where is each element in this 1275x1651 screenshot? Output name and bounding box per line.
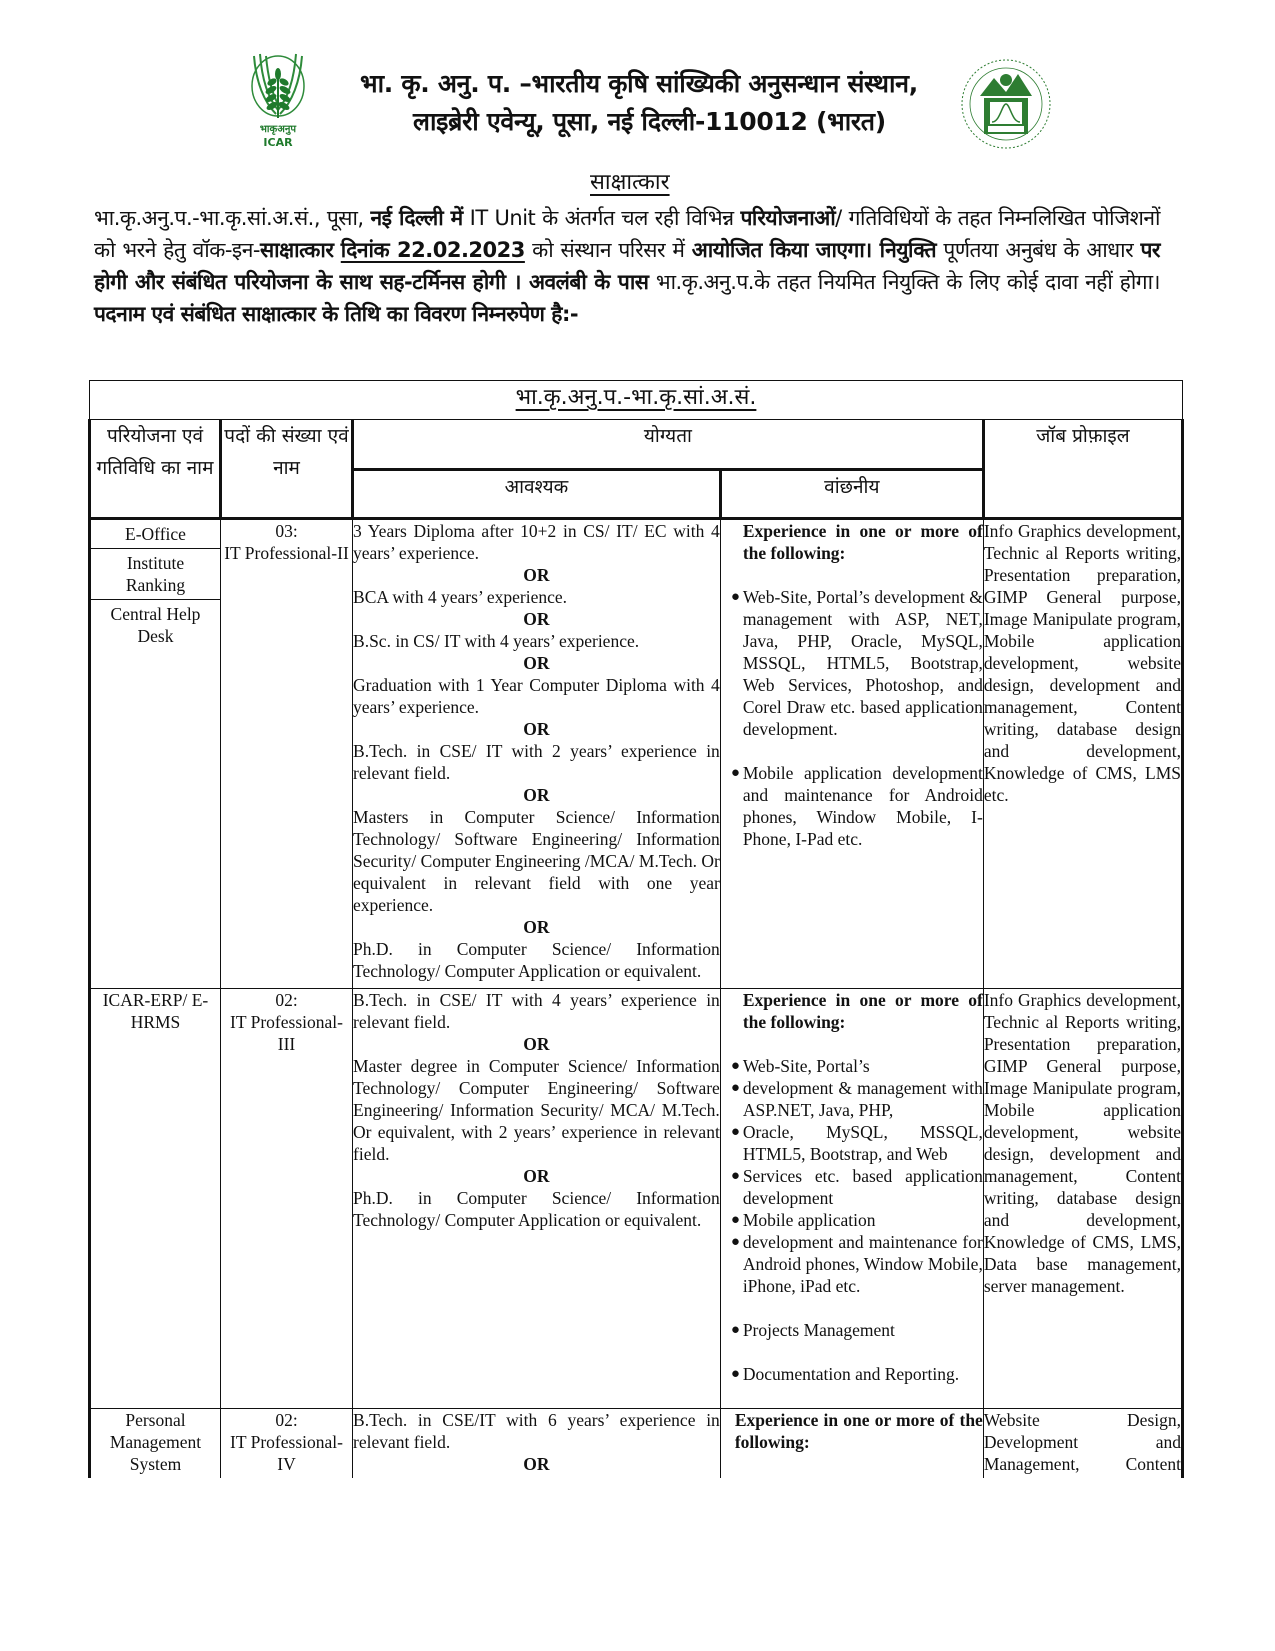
- header-job-profile: जॉब प्रोफ़ाइल: [983, 420, 1182, 519]
- essential-cell: [353, 519, 721, 989]
- intro-bold: पर होगी और संबंधित परियोजना के साथ सह-टर्मिनस होगी । अवलंबी के पास: [94, 238, 1161, 294]
- header-project: परियोजना एवं गतिविधि का नाम: [90, 420, 221, 519]
- interview-date: दिनांक 22.02.2023: [340, 238, 525, 262]
- desirable-item: [730, 1121, 983, 1165]
- bullet-icon: ●: [730, 1168, 740, 1184]
- desirable-text: development and maintenance for Android phones, Window Mobile, iPhone, iPad etc.: [742, 1232, 983, 1296]
- or-separator: OR: [523, 1454, 550, 1474]
- intro-bold: परियोजनाओं: [740, 206, 836, 230]
- desirable-list: [730, 1055, 983, 1385]
- positions-table: [88, 380, 1184, 1499]
- bullet-icon: ●: [730, 1212, 740, 1228]
- desirable-item: [730, 1165, 983, 1209]
- posts-name: IT Professional-III: [230, 1012, 343, 1054]
- desirable-text: Web-Site, Portal’s: [742, 1056, 870, 1076]
- desirable-text: Mobile application: [742, 1210, 876, 1230]
- essential-option: 3 Years Diploma after 10+2 in CS/ IT/ EC with 4 years’ experience.: [353, 521, 720, 563]
- intro-bold: नई दिल्ली में: [370, 206, 463, 230]
- desirable-text: Services etc. based application development: [742, 1166, 983, 1208]
- job-profile-cell: Info Graphics development, Technic al Reports writing, Presentation preparation, GIMP General purpose, Image Manipulate program, Mobile application development, website design, development and management, Content writing, database design and development, Knowledge of CMS, LMS etc.: [983, 519, 1182, 989]
- or-separator: OR: [523, 609, 550, 629]
- institute-address-line2: लाइब्रेरी एवेन्यू, पूसा, नई दिल्ली-110012 (भारत): [413, 107, 886, 136]
- header-qualification: योग्यता: [353, 420, 984, 470]
- essential-option: B.Tech. in CSE/ IT with 2 years’ experience in relevant field.: [353, 741, 720, 783]
- intro-text: को संस्थान परिसर में: [524, 238, 692, 262]
- intro-text: भा.कृ.अनु.प.के तहत नियमित नियुक्ति के लिए कोई दावा नहीं होगा।: [648, 270, 1160, 294]
- project-name: E-Office: [91, 520, 220, 549]
- or-separator: OR: [523, 785, 550, 805]
- or-separator: OR: [523, 719, 550, 739]
- header-desirable: वांछनीय: [720, 470, 983, 519]
- posts-name: IT Professional-II: [224, 543, 349, 563]
- bullet-icon: ●: [730, 1080, 740, 1096]
- desirable-heading: Experience in one or more of the following:: [734, 1410, 983, 1452]
- or-separator: OR: [523, 653, 550, 673]
- table-caption: भा.कृ.अनु.प.-भा.कृ.सां.अ.सं.: [515, 385, 757, 410]
- intro-bold: साक्षात्कार: [259, 238, 334, 262]
- bullet-icon: ●: [730, 765, 740, 781]
- posts-count: 02:: [275, 990, 298, 1010]
- desirable-item: [730, 1231, 983, 1297]
- essential-option: B.Tech. in CSE/ IT with 4 years’ experience in relevant field.: [353, 990, 720, 1032]
- desirable-list: [730, 586, 983, 850]
- desirable-item: [730, 1319, 983, 1341]
- essential-option: Master degree in Computer Science/ Information Technology/ Computer Engineering/ Software Engineering/ Information Security/ MCA/ M.Tech. Or equivalent, with 2 years’ experience in relevant field.: [353, 1056, 720, 1164]
- project-cell: [90, 989, 221, 1409]
- table-row: [90, 989, 1183, 1409]
- desirable-cell: [720, 989, 983, 1409]
- posts-cell: [220, 989, 352, 1409]
- intro-text: पूर्णतया अनुबंध के आधार: [936, 238, 1141, 262]
- desirable-heading: Experience in one or more of the following:: [742, 990, 983, 1032]
- bullet-icon: ●: [730, 1058, 740, 1074]
- posts-count: 02:: [275, 1410, 298, 1430]
- project-name: ICAR-ERP/ E-HRMS: [102, 990, 209, 1032]
- header-posts: पदों की संख्या एवं नाम: [220, 420, 352, 519]
- desirable-item: [730, 586, 983, 740]
- svg-text:ICAR: ICAR: [263, 136, 293, 149]
- table-header-row-1: [90, 420, 1183, 470]
- svg-text:भाकृअनुप: भाकृअनुप: [259, 124, 297, 135]
- institute-name-line1: भा. कृ. अनु. प. –भारतीय कृषि सांख्यिकी अनुसन्धान संस्थान,: [360, 69, 918, 98]
- desirable-text: Oracle, MySQL, MSSQL, HTML5, Bootstrap, and Web: [742, 1122, 983, 1164]
- intro-bold: आयोजित किया जाएगा। नियुक्ति: [691, 238, 937, 262]
- letterhead: [0, 0, 1275, 160]
- desirable-item: [730, 1363, 983, 1385]
- or-separator: OR: [523, 917, 550, 937]
- bullet-icon: ●: [730, 1124, 740, 1140]
- desirable-text: Projects Management: [742, 1320, 895, 1340]
- essential-cell: [353, 989, 721, 1409]
- desirable-item: [730, 1055, 983, 1077]
- project-name: Central Help Desk: [110, 604, 201, 646]
- desirable-text: Mobile application development and maintenance for Android phones, Window Mobile, I-Phone, I-Pad etc.: [742, 763, 983, 849]
- table-row: [90, 519, 1183, 989]
- essential-option: Graduation with 1 Year Computer Diploma with 4 years’ experience.: [353, 675, 720, 717]
- desirable-text: Documentation and Reporting.: [742, 1364, 960, 1384]
- bullet-icon: ●: [730, 1322, 740, 1338]
- essential-option: B.Tech. in CSE/IT with 6 years’ experience in relevant field.: [353, 1410, 720, 1452]
- desirable-item: [730, 1209, 983, 1231]
- essential-option: BCA with 4 years’ experience.: [353, 587, 567, 607]
- table-caption-cell: [90, 381, 1183, 420]
- bullet-icon: ●: [730, 589, 740, 605]
- table-caption-row: [90, 381, 1183, 420]
- intro-text: IT Unit के अंतर्गत चल रही विभिन्न: [462, 206, 741, 230]
- posts-name: IT Professional-IV: [230, 1432, 343, 1474]
- intro-bold: पदनाम एवं संबंधित साक्षात्कार के तिथि का विवरण निम्नरुपेण है:-: [94, 302, 579, 326]
- bullet-icon: ●: [730, 1366, 740, 1382]
- desirable-cell: [720, 519, 983, 989]
- notice-title: साक्षात्कार: [590, 170, 670, 195]
- desirable-heading: Experience in one or more of the following:: [742, 521, 983, 563]
- job-profile-cell: Website Design, Development and Management, Content: [983, 1409, 1182, 1499]
- header-essential: आवश्यक: [353, 470, 721, 519]
- job-profile-cell: Info Graphics development, Technic al Reports writing, Presentation preparation, GIMP General purpose, Image Manipulate program, Mobile application development, website design, development and management, Content writing, database design and development, Knowledge of CMS, LMS, Data base management, server management.: [983, 989, 1182, 1409]
- iasri-emblem-icon: [960, 56, 1052, 152]
- or-separator: OR: [523, 1166, 550, 1186]
- or-separator: OR: [523, 1034, 550, 1054]
- intro-text: भा.कृ.अनु.प.-भा.कृ.सां.अ.सं., पूसा,: [94, 206, 371, 230]
- desirable-text: Web-Site, Portal’s development & management with ASP, NET, Java, PHP, Oracle, MySQL, MSSQL, HTML5, Bootstrap, Web Services, Photoshop, and Corel Draw etc. based application development.: [742, 587, 983, 739]
- project-name: Personal Management System: [109, 1410, 202, 1474]
- essential-option: Ph.D. in Computer Science/ Information Technology/ Computer Application or equivalent.: [353, 1188, 720, 1230]
- page-bottom-margin: [0, 1478, 1275, 1651]
- project-name: Institute Ranking: [91, 549, 220, 600]
- intro-text: / गतिविधियों के तहत निम्नलिखित पोजिशनों को भरने हेतु वॉक-इन-: [94, 206, 1160, 262]
- notice-intro-paragraph: [94, 202, 1160, 330]
- desirable-item: [730, 1077, 983, 1121]
- essential-option: Masters in Computer Science/ Information Technology/ Software Engineering/ Information Security/ Computer Engineering /MCA/ M.Tech. Or equivalent in relevant field with one year experience.: [353, 807, 720, 915]
- desirable-item: [730, 762, 983, 850]
- essential-option: B.Sc. in CS/ IT with 4 years’ experience.: [353, 631, 640, 651]
- essential-option: Ph.D. in Computer Science/ Information Technology/ Computer Application or equivalent.: [353, 939, 720, 981]
- posts-cell: [220, 519, 352, 989]
- project-cell: [90, 519, 221, 989]
- bullet-icon: ●: [730, 1234, 740, 1250]
- or-separator: OR: [523, 565, 550, 585]
- icar-wheat-logo-icon: [246, 52, 310, 150]
- posts-count: 03:: [275, 521, 298, 541]
- desirable-text: development & management with ASP.NET, Java, PHP,: [742, 1078, 983, 1120]
